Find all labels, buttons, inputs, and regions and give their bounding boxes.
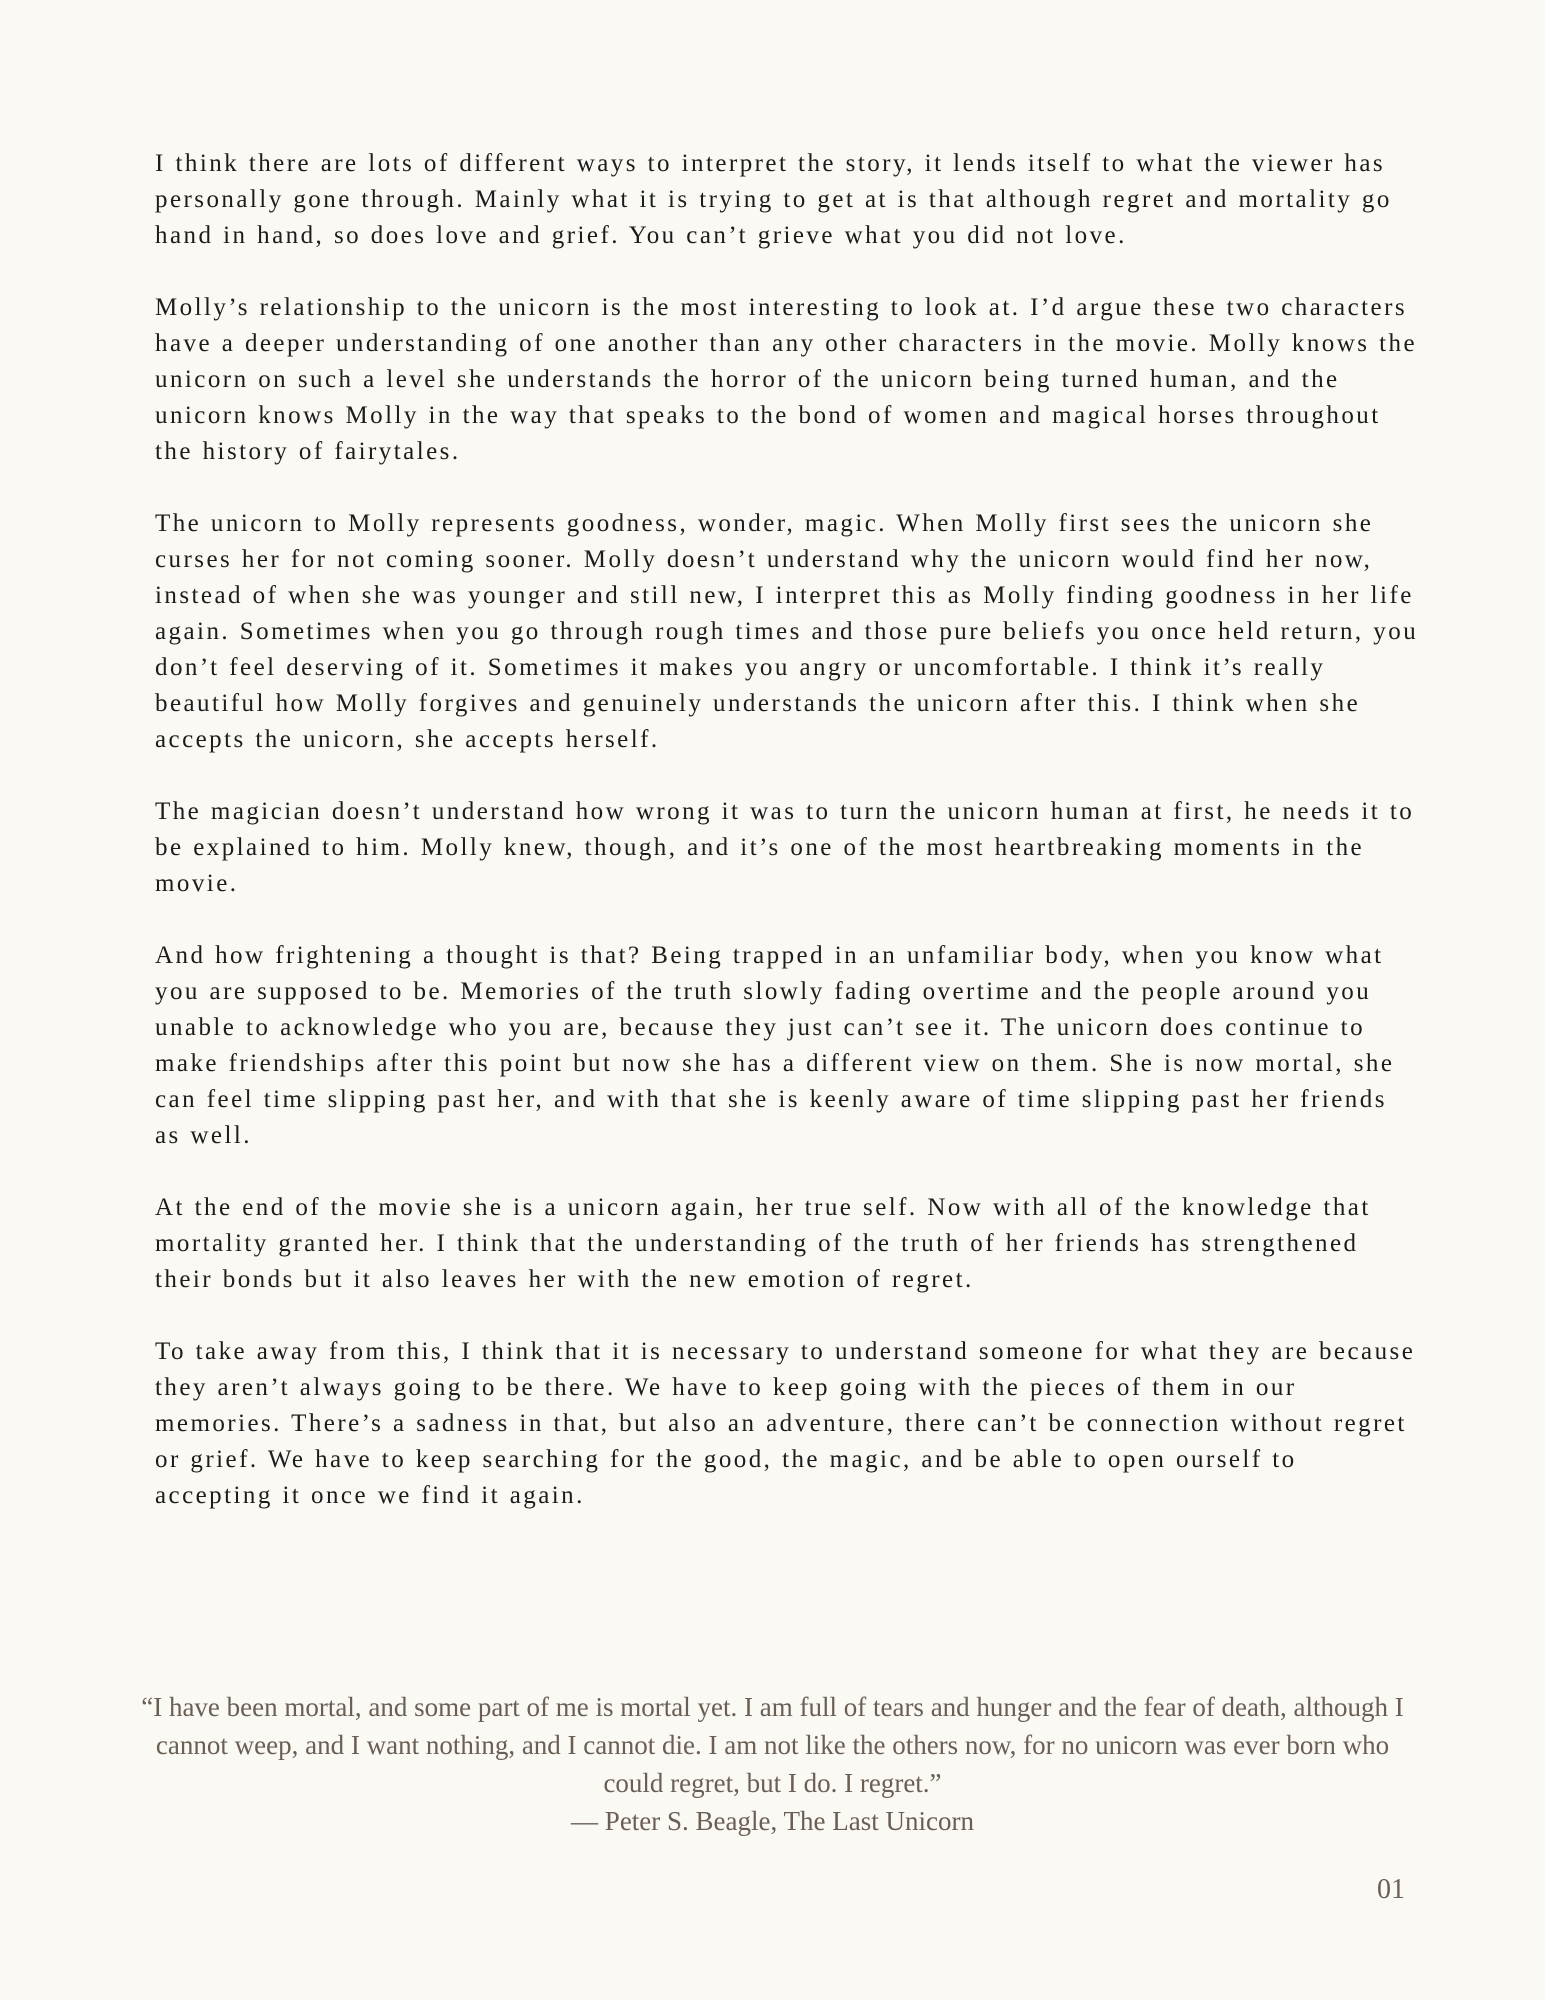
epigraph-quote [140,1688,1405,1840]
essay-paragraph-1: I think there are lots of different ways to interpret the story, it lends itself to what the viewer has personally gone through. Mainly what it is trying to get at is that although regret and mortality go hand in hand, so does love and grief. You can’t grieve what you did not love. [155,150,1392,249]
essay-paragraph-6: At the end of the movie she is a unicorn again, her true self. Now with all of the knowledge that mortality granted her. I think that the understanding of the truth of her friends has strengthened their bonds but it also leaves her with the new emotion of regret. [155,1194,1371,1293]
essay-body [155,146,1420,1550]
quote-attribution: ― Peter S. Beagle, The Last Unicorn [571,1806,974,1836]
essay-paragraph-2: Molly’s relationship to the unicorn is the most interesting to look at. I’d argue these two characters have a deeper understanding of one another than any other characters in the movie. Molly knows the unicorn on such a level she understands the horror of the unicorn being turned human, and the unicorn knows Molly in the way that speaks to the bond of women and magical horses throughout the history of fairytales. [155,294,1418,465]
page-number: 01 [1377,1874,1405,1905]
essay-paragraph-3: The unicorn to Molly represents goodness, wonder, magic. When Molly first sees the unicorn she curses her for not coming sooner. Molly doesn’t understand why the unicorn would find her now, instead of when she was younger and still new, I interpret this as Molly finding goodness in her life again. Sometimes when you go through rough times and those pure beliefs you once held return, you don’t feel deserving of it. Sometimes it makes you angry or uncomfortable. I think it’s really beautiful how Molly forgives and genuinely understands the unicorn after this. I think when she accepts the unicorn, she accepts herself. [155,510,1419,753]
essay-paragraph-7: To take away from this, I think that it is necessary to understand someone for what they are because they aren’t always going to be there. We have to keep going with the pieces of them in our memories. There’s a sadness in that, but also an adventure, there can’t be connection without regret or grief. We have to keep searching for the good, the magic, and be able to open ourself to accepting it once we find it again. [155,1338,1416,1509]
essay-paragraph-4: The magician doesn’t understand how wrong it was to turn the unicorn human at first, he needs it to be explained to him. Molly knew, though, and it’s one of the most heartbreaking moments in the movie. [155,798,1415,897]
essay-paragraph-5: And how frightening a thought is that? Being trapped in an unfamiliar body, when you know what you are supposed to be. Memories of the truth slowly fading overtime and the people around you unable to acknowledge who you are, because they just can’t see it. The unicorn does continue to make friendships after this point but now she has a different view on them. She is now mortal, she can feel time slipping past her, and with that she is keenly aware of time slipping past her friends as well. [155,942,1395,1149]
quote-text: “I have been mortal, and some part of me is mortal yet. I am full of tears and hunger and the fear of death, although I cannot weep, and I want nothing, and I cannot die. I am not like the others now, for no unicorn was ever born who could regret, but I do. I regret.” [141,1692,1404,1798]
